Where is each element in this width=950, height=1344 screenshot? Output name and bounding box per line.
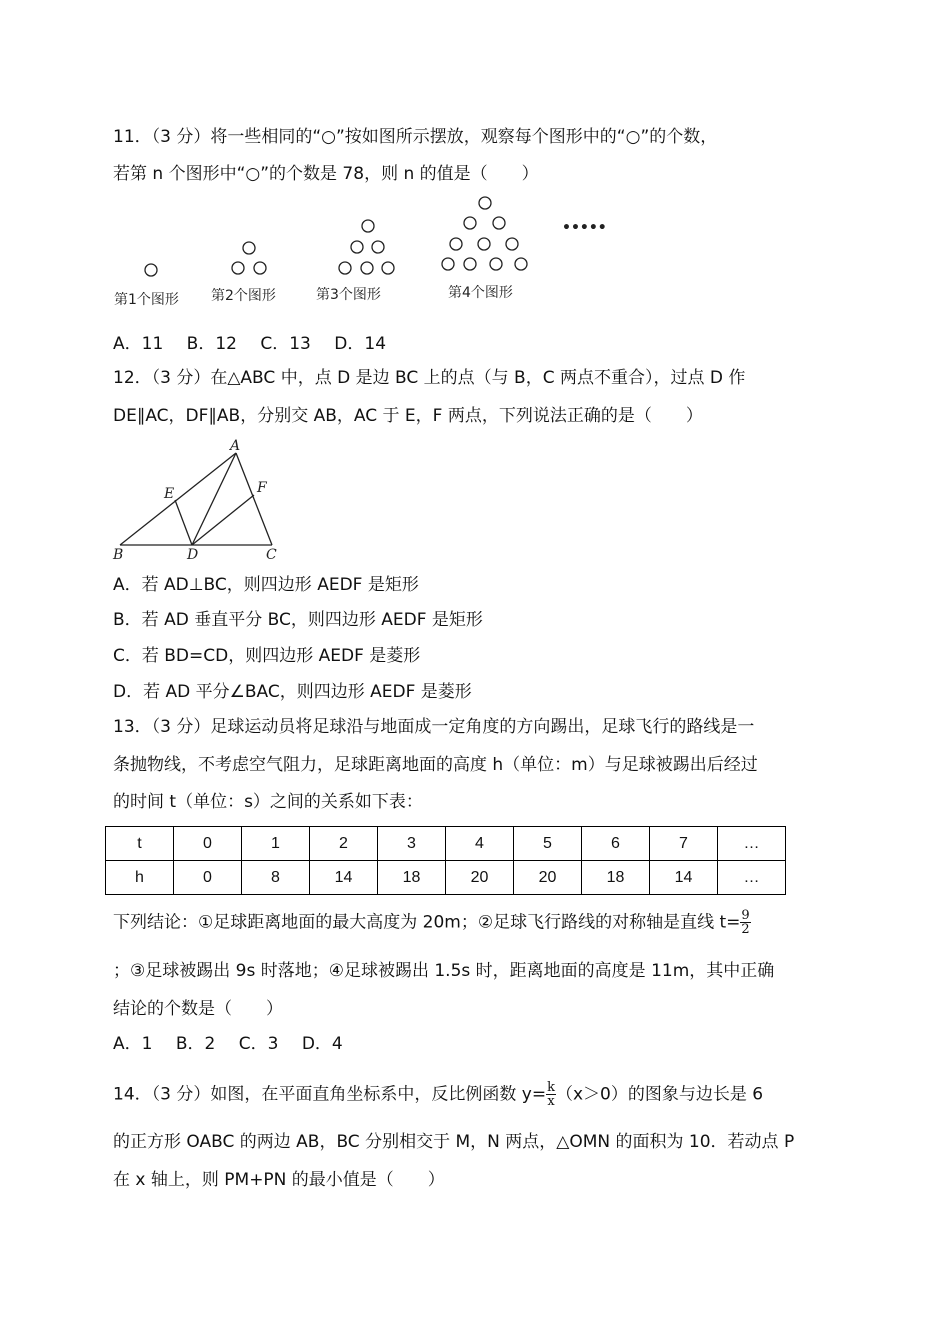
q11-fig3-label: 第3个图形: [316, 287, 381, 303]
q13-stem-line1: 13．（3 分）足球运动员将足球沿与地面成一定角度的方向踢出，足球飞行的路线是一: [113, 717, 755, 737]
q14-fraction: [546, 1081, 556, 1108]
q13-choice-d[interactable]: D．4: [301, 1034, 343, 1054]
q12-segment-ab: [120, 453, 236, 545]
q14-stem-line2: 的正方形 OABC 的两边 AB，BC 分别相交于 M，N 两点，△OMN 的面积为 10．若动点 P: [113, 1132, 795, 1152]
q12-segment-ad: [192, 453, 236, 545]
table-cell: …: [718, 827, 786, 861]
q12-label-c: C: [266, 547, 277, 563]
q13-conclusion-line1: [113, 909, 751, 936]
table-cell: 20: [446, 861, 514, 895]
q13-conclusion-line2: ；③足球被踢出 9s 时落地；④足球被踢出 1.5s 时，距离地面的高度是 11m，其中正确: [113, 961, 775, 981]
table-cell: 8: [242, 861, 310, 895]
table-cell: 3: [378, 827, 446, 861]
q11-choice-b[interactable]: B．12: [186, 334, 237, 354]
q14-fraction-denominator: x: [547, 1094, 555, 1109]
q14-fraction-numerator: k: [547, 1080, 555, 1095]
q12-label-e: E: [164, 486, 175, 502]
q12-stem-line1: 12．（3 分）在△ABC 中，点 D 是边 BC 上的点（与 B，C 两点不重合），过点 D 作: [113, 368, 746, 388]
q12-stem-line2: DE∥AC，DF∥AB，分别交 AB，AC 于 E，F 两点，下列说法正确的是（ ）: [113, 406, 703, 426]
q13-fraction: [740, 909, 750, 936]
q13-choice-c[interactable]: C．3: [238, 1034, 279, 1054]
q11-fig1-label: 第1个图形: [114, 292, 179, 308]
table-cell: …: [718, 861, 786, 895]
q13-conclusion-line3: 结论的个数是（ ）: [113, 999, 283, 1019]
q12-segment-df: [192, 495, 254, 545]
q13-stem-line2: 条抛物线，不考虑空气阻力，足球距离地面的高度 h（单位：m）与足球被踢出后经过: [113, 755, 758, 775]
q14-stem-line1: [113, 1081, 763, 1108]
q11-stem-line2: 若第 n 个图形中“○”的个数是 78，则 n 的值是（ ）: [113, 164, 539, 184]
table-cell: 18: [582, 861, 650, 895]
table-cell: 6: [582, 827, 650, 861]
q13-data-table: [105, 826, 786, 895]
q11-fig2-label: 第2个图形: [211, 288, 276, 304]
q13-choices: [113, 1033, 361, 1055]
q12-choice-d[interactable]: D．若 AD 平分∠BAC，则四边形 AEDF 是菱形: [113, 682, 472, 702]
q13-fraction-numerator: 9: [741, 908, 750, 923]
q12-choice-c[interactable]: C．若 BD=CD，则四边形 AEDF 是菱形: [113, 646, 421, 666]
q13-choice-a[interactable]: A．1: [113, 1034, 153, 1054]
q11-ellipsis: •••••: [562, 220, 607, 236]
table-cell: 4: [446, 827, 514, 861]
q11-choice-a[interactable]: A．11: [113, 334, 164, 354]
q12-label-d: D: [187, 547, 199, 563]
q12-segment-ac: [236, 453, 272, 545]
q12-choice-a[interactable]: A．若 AD⊥BC，则四边形 AEDF 是矩形: [113, 575, 419, 595]
q13-conclusion-text: 下列结论：①足球距离地面的最大高度为 20m；②足球飞行路线的对称轴是直线 t=: [113, 912, 741, 933]
q12-triangle-figure: [0, 0, 950, 570]
q14-stem-text-post: （x＞0）的图象与边长是 6: [555, 1084, 764, 1105]
table-cell: 2: [310, 827, 378, 861]
table-cell: h: [106, 861, 174, 895]
q11-choice-c[interactable]: C．13: [260, 334, 311, 354]
q14-stem-text-pre: 14．（3 分）如图，在平面直角坐标系中，反比例函数 y=: [113, 1084, 547, 1105]
q11-choice-d[interactable]: D．14: [334, 334, 387, 354]
table-row: [106, 861, 786, 895]
q12-label-f: F: [257, 480, 267, 496]
table-cell: 1: [242, 827, 310, 861]
q12-segment-de: [175, 500, 192, 545]
table-cell: 18: [378, 861, 446, 895]
table-cell: 5: [514, 827, 582, 861]
table-cell: t: [106, 827, 174, 861]
table-cell: 14: [310, 861, 378, 895]
table-cell: 7: [650, 827, 718, 861]
q12-choice-b[interactable]: B．若 AD 垂直平分 BC，则四边形 AEDF 是矩形: [113, 610, 483, 630]
q14-stem-line3: 在 x 轴上，则 PM+PN 的最小值是（ ）: [113, 1170, 445, 1190]
table-cell: 14: [650, 861, 718, 895]
q12-label-b: B: [113, 547, 124, 563]
q11-stem-line1: 11．（3 分）将一些相同的“○”按如图所示摆放，观察每个图形中的“○”的个数，: [113, 127, 718, 147]
table-cell: 0: [174, 861, 242, 895]
table-cell: 20: [514, 861, 582, 895]
q13-fraction-denominator: 2: [741, 922, 750, 937]
table-cell: 0: [174, 827, 242, 861]
q11-fig4-label: 第4个图形: [448, 285, 513, 301]
q13-stem-line3: 的时间 t（单位：s）之间的关系如下表：: [113, 792, 423, 812]
q13-choice-b[interactable]: B．2: [175, 1034, 216, 1054]
q12-label-a: A: [230, 438, 241, 454]
table-row: [106, 827, 786, 861]
